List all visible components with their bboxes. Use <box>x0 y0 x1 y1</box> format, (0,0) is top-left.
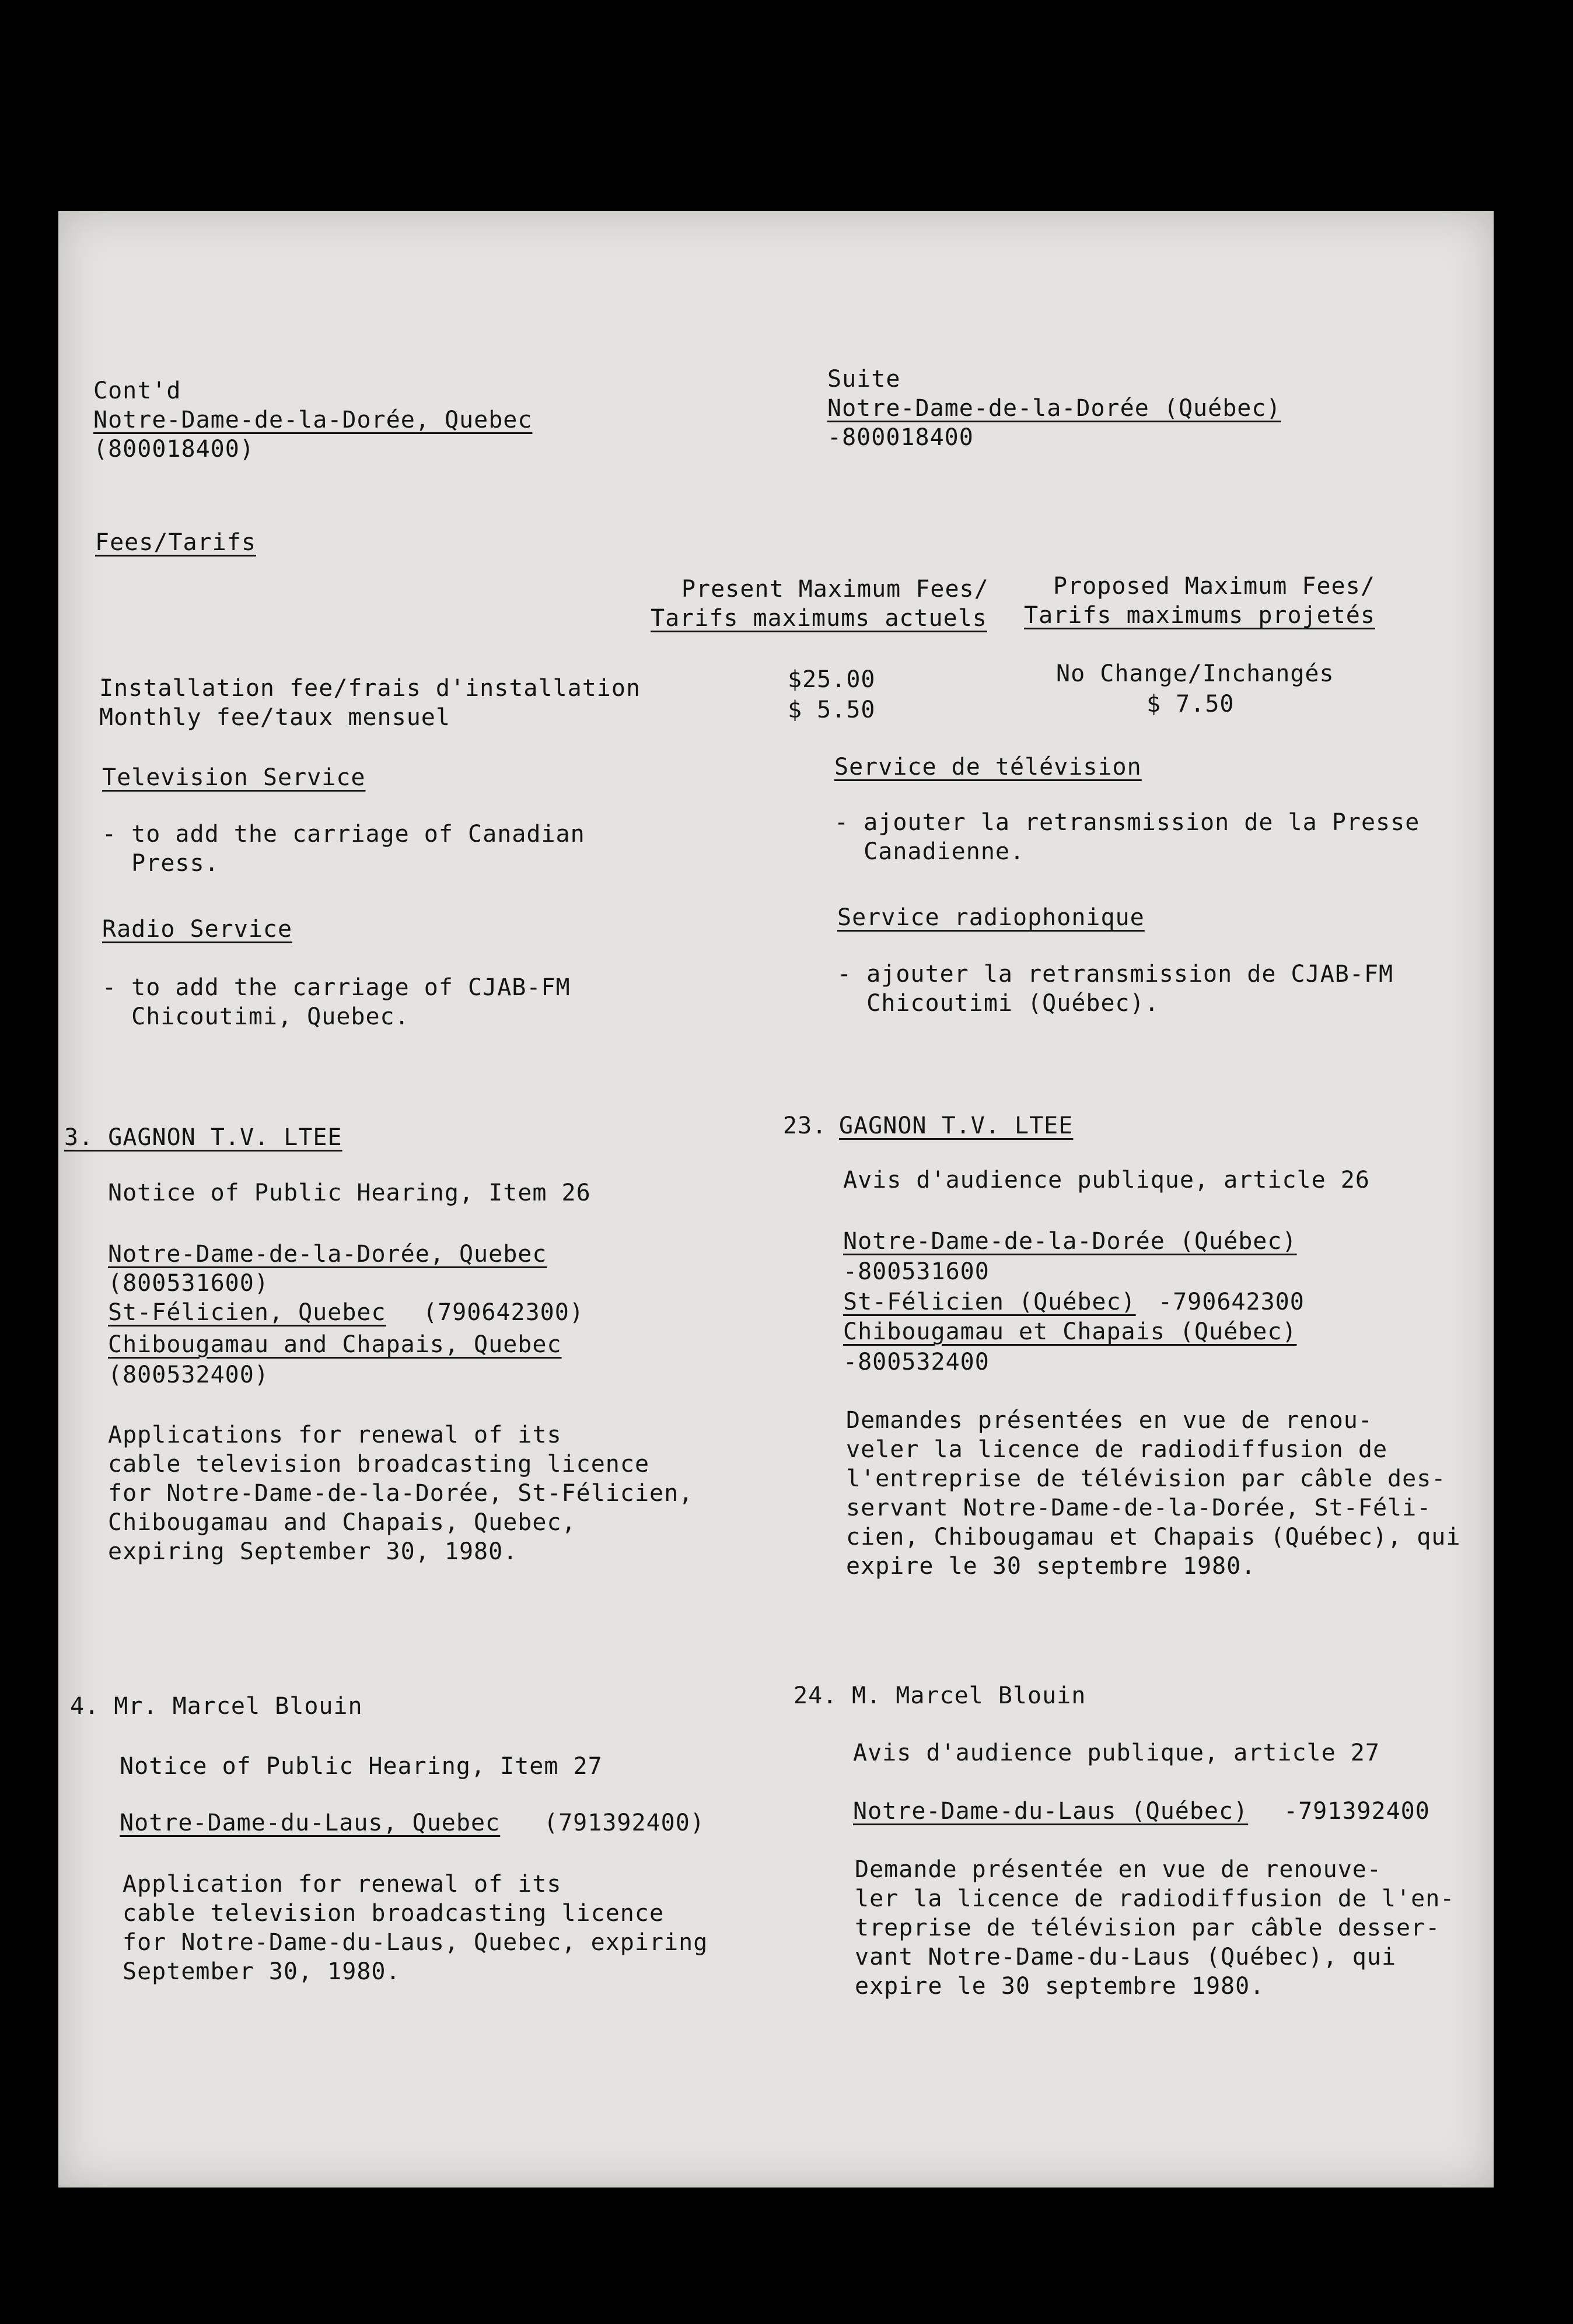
item23-location-1: Notre-Dame-de-la-Dorée, Quebec <box>108 1241 547 1268</box>
radio-service-item-fr: - ajouter la retransmission de CJAB-FM Chicoutimi (Québec). <box>837 961 1394 1017</box>
item24-title: 4. Mr. Marcel Blouin <box>70 1693 363 1720</box>
item23-location-2-fr: St-Félicien (Québec) <box>843 1289 1136 1315</box>
item23-description-fr: Demandes présentées en vue de renou- veler la licence de radiodiffusion de l'entreprise de télévision par câble des- servant Notre-Dame-de-la-Dorée, St-Féli- cien, Chibougamau et Chapais (Québec), qui expire le 30 septembre 1980. <box>846 1407 1461 1580</box>
tv-service-heading-fr: Service de télévision <box>834 754 1142 780</box>
installation-proposed-value: No Change/Inchangés <box>1056 660 1334 687</box>
item24-number: (791392400) <box>544 1810 705 1836</box>
tv-service-item-fr: - ajouter la retransmission de la Presse Canadienne. <box>834 809 1420 865</box>
item23-number-label-fr: 23. <box>783 1112 827 1139</box>
item23-number-2: (790642300) <box>423 1299 584 1326</box>
col-present-heading-fr: Tarifs maximums actuels <box>651 605 987 632</box>
contd-label: Cont'd <box>93 377 181 404</box>
radio-service-heading: Radio Service <box>102 916 293 943</box>
item23-number-2-fr: -790642300 <box>1158 1289 1305 1315</box>
item24-notice: Notice of Public Hearing, Item 27 <box>120 1753 603 1780</box>
item23-number-3-fr: -800532400 <box>843 1349 990 1376</box>
radio-service-heading-fr: Service radiophonique <box>837 904 1145 931</box>
header-location: Notre-Dame-de-la-Dorée, Quebec <box>93 407 533 433</box>
tv-service-heading: Television Service <box>102 764 366 791</box>
header-number-fr: -800018400 <box>827 424 974 451</box>
item23-notice-fr: Avis d'audience publique, article 26 <box>843 1167 1370 1194</box>
monthly-proposed-value: $ 7.50 <box>1146 691 1235 718</box>
monthly-fee-label: Monthly fee/taux mensuel <box>99 704 450 731</box>
item24-number-fr: -791392400 <box>1284 1798 1430 1825</box>
item23-location-1-fr: Notre-Dame-de-la-Dorée (Québec) <box>843 1228 1297 1255</box>
col-present-heading: Present Maximum Fees/ <box>681 576 989 603</box>
header-number: (800018400) <box>93 436 254 463</box>
item23-title-fr: GAGNON T.V. LTEE <box>839 1112 1074 1139</box>
item23-title: 3. GAGNON T.V. LTEE <box>64 1124 342 1151</box>
item23-location-3: Chibougamau and Chapais, Quebec <box>108 1331 562 1358</box>
installation-fee-label: Installation fee/frais d'installation <box>99 675 641 702</box>
item23-location-2: St-Félicien, Quebec <box>108 1299 386 1326</box>
item24-notice-fr: Avis d'audience publique, article 27 <box>853 1740 1380 1766</box>
radio-service-item: - to add the carriage of CJAB-FM Chicoutimi, Quebec. <box>102 974 571 1030</box>
col-proposed-heading-fr: Tarifs maximums projetés <box>1024 602 1375 629</box>
header-location-fr: Notre-Dame-de-la-Dorée (Québec) <box>827 395 1281 422</box>
item23-description: Applications for renewal of its cable television broadcasting licence for Notre-Dame-de-la-Dorée, St-Félicien, Chibougamau and Chapais, Quebec, expiring September 30, 1980. <box>108 1422 694 1565</box>
item23-number-3: (800532400) <box>108 1362 269 1388</box>
tv-service-item: - to add the carriage of Canadian Press. <box>102 821 585 877</box>
fees-heading: Fees/Tarifs <box>95 529 256 556</box>
installation-present-value: $25.00 <box>788 666 876 693</box>
item24-description-fr: Demande présentée en vue de renouve- ler la licence de radiodiffusion de l'en- treprise de télévision par câble desser- vant Notre-Dame-du-Laus (Québec), qui expire le 30 septembre 1980. <box>855 1856 1455 2000</box>
item23-number-1: (800531600) <box>108 1270 269 1297</box>
item24-location: Notre-Dame-du-Laus, Quebec <box>120 1810 501 1836</box>
item24-description: Application for renewal of its cable television broadcasting licence for Notre-Dame-du-Laus, Quebec, expiring September 30, 1980. <box>123 1871 708 1985</box>
item24-location-fr: Notre-Dame-du-Laus (Québec) <box>853 1798 1249 1825</box>
item24-number-label-fr: 24. <box>794 1682 838 1709</box>
item23-number-1-fr: -800531600 <box>843 1258 990 1285</box>
suite-label: Suite <box>827 366 901 393</box>
item23-notice: Notice of Public Hearing, Item 26 <box>108 1180 591 1206</box>
item24-title-fr: M. Marcel Blouin <box>852 1682 1086 1709</box>
item23-location-3-fr: Chibougamau et Chapais (Québec) <box>843 1318 1297 1345</box>
monthly-present-value: $ 5.50 <box>788 696 876 723</box>
col-proposed-heading: Proposed Maximum Fees/ <box>1053 573 1375 600</box>
